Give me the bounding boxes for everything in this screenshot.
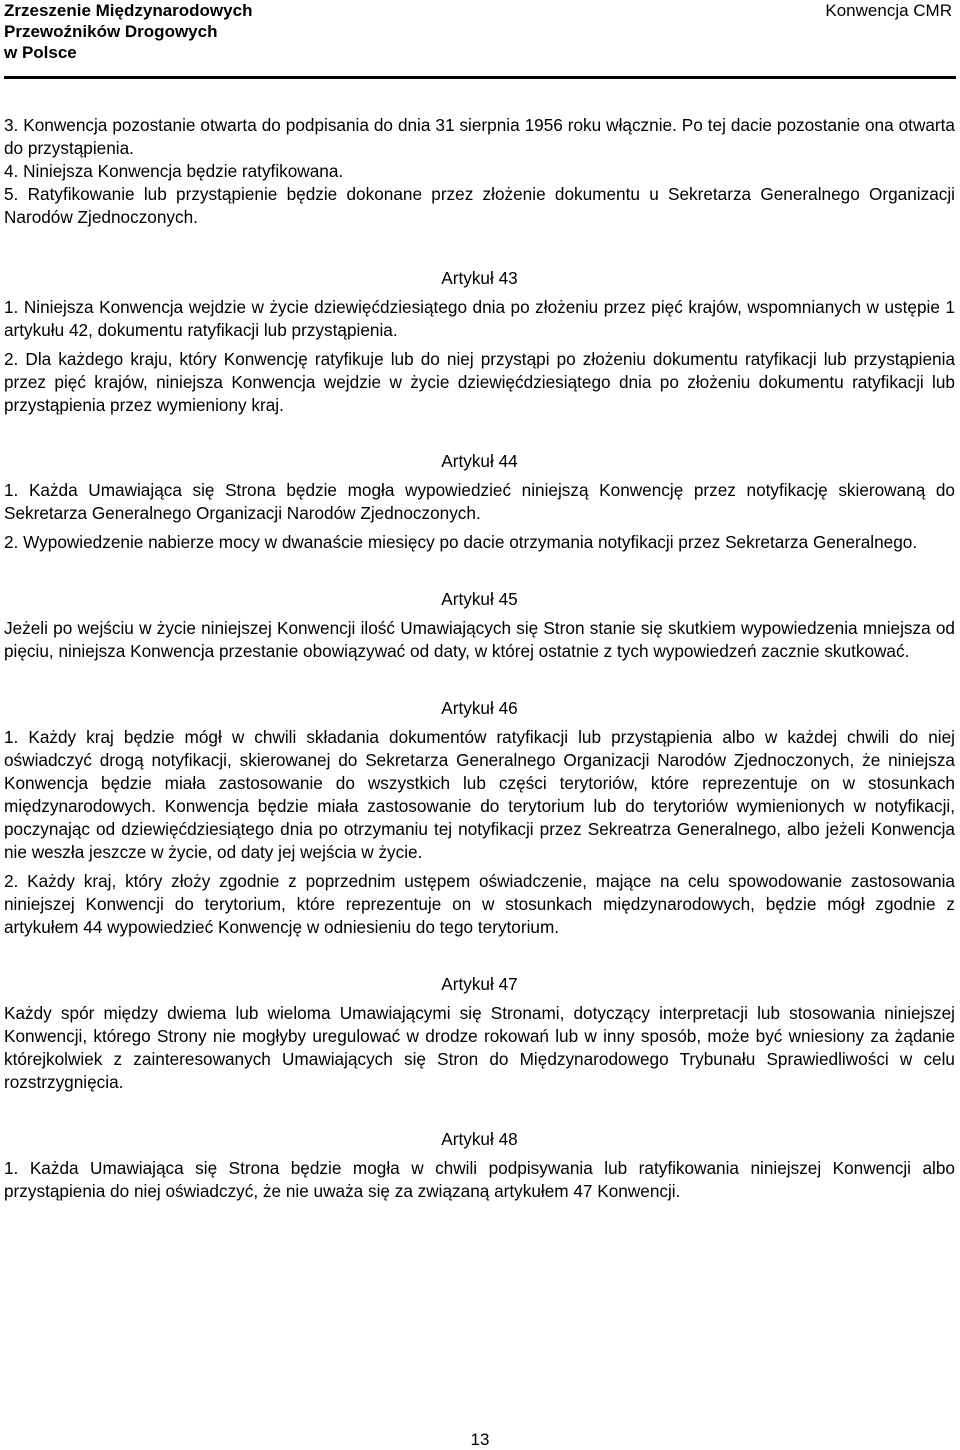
article-47-heading: Artykuł 47 [441, 974, 518, 994]
article-46-heading: Artykuł 46 [441, 698, 518, 718]
paragraph-42-3: 3. Konwencja pozostanie otwarta do podpisania do dnia 31 sierpnia 1956 roku włącznie. Po tej dacie pozostanie ona otwarta do przystąpienia. [4, 115, 955, 158]
article-44-paragraph-2: 2. Wypowiedzenie nabierze mocy w dwanaście miesięcy po dacie otrzymania notyfikacji przez Sekretarza Generalnego. [4, 532, 918, 552]
article-43-heading: Artykuł 43 [441, 268, 518, 288]
document-title: Konwencja CMR [825, 1, 952, 20]
article-45-paragraph-1: Jeżeli po wejściu w życie niniejszej Konwencji ilość Umawiających się Stron stanie się skutkiem wypowiedzenia mniejsza od pięciu, niniejsza Konwencja przestanie obowiązywać od daty, w której ostatnie z tych wypowiedzeń zacznie skutkować. [4, 618, 955, 661]
article-44-paragraph-1: 1. Każda Umawiająca się Strona będzie mogła wypowiedzieć niniejszą Konwencję przez notyfikację skierowaną do Sekretarza Generalnego Organizacji Narodów Zjednoczonych. [4, 480, 955, 523]
organization-name [4, 0, 252, 63]
article-48-heading: Artykuł 48 [441, 1129, 518, 1149]
article-46-paragraph-1: 1. Każdy kraj będzie mógł w chwili składania dokumentów ratyfikacji lub przystąpienia albo w każdej chwili do niej oświadczyć drogą notyfikacji, skierowanej do Sekretarza Generalnego Organizacji Narodów Zjednoczonych, że niniejsza Konwencja będzie miała zastosowanie do wszystkich lub części terytoriów, które reprezentuje on w stosunkach międzynarodowych. Konwencja będzie miała zastosowanie do terytorium lub do terytoriów wymienionych w notyfikacji, poczynając od dziewięćdziesiątego dnia po otrzymaniu tej notyfikacji przez Sekreatrza Generalnego, albo jeżeli Konwencja nie weszła jeszcze w życie, od daty jej wejścia w życie. [4, 727, 955, 862]
paragraph-42-5: 5. Ratyfikowanie lub przystąpienie będzie dokonane przez złożenie dokumentu u Sekretarza Generalnego Organizacji Narodów Zjednoczonych. [4, 184, 955, 227]
org-line-2: Przewoźników Drogowych [4, 22, 218, 41]
article-43-paragraph-1: 1. Niniejsza Konwencja wejdzie w życie dziewięćdziesiątego dnia po złożeniu przez pięć krajów, wspomnianych w ustępie 1 artykułu 42, dokumentu ratyfikacji lub przystąpienia. [4, 297, 955, 340]
header-rule [4, 76, 956, 79]
article-44-heading: Artykuł 44 [441, 451, 518, 471]
document-body [4, 114, 955, 1203]
article-48-paragraph-1: 1. Każda Umawiająca się Strona będzie mogła w chwili podpisywania lub ratyfikowania niniejszej Konwencji albo przystąpienia do niej oświadczyć, że nie uważa się za związaną artykułem 47 Konwencji. [4, 1158, 955, 1201]
page-header [4, 0, 956, 70]
org-line-3: w Polsce [4, 43, 77, 62]
page-number: 13 [470, 1430, 490, 1449]
paragraph-42-4: 4. Niniejsza Konwencja będzie ratyfikowana. [4, 161, 344, 181]
article-45-heading: Artykuł 45 [441, 589, 518, 609]
article-43-paragraph-2: 2. Dla każdego kraju, który Konwencję ratyfikuje lub do niej przystąpi po złożeniu dokumentu ratyfikacji lub przystąpienia przez pięć krajów, niniejsza Konwencja wejdzie w życie dziewięćdziesiątego dnia po złożeniu dokumentu ratyfikacji lub przystąpienia przez wymieniony kraj. [4, 349, 955, 415]
article-46-paragraph-2: 2. Każdy kraj, który złoży zgodnie z poprzednim ustępem oświadczenie, mające na celu spowodowanie zastosowania niniejszej Konwencji do terytorium, które reprezentuje on w stosunkach międzynarodowych, będzie mógł zgodnie z artykułem 44 wypowiedzieć Konwencję w odniesieniu do tego terytorium. [4, 871, 955, 937]
article-47-paragraph-1: Każdy spór między dwiema lub wieloma Umawiającymi się Stronami, dotyczący interpretacji lub stosowania niniejszej Konwencji, którego Strony nie mogłyby uregulować w drodze rokowań lub w inny sposób, może być wniesiony za żądanie którejkolwiek z zainteresowanych Umawiających się Stron do Międzynarodowego Trybunału Sprawiedliwości w celu rozstrzygnięcia. [4, 1003, 955, 1092]
org-line-1: Zrzeszenie Międzynarodowych [4, 1, 253, 20]
